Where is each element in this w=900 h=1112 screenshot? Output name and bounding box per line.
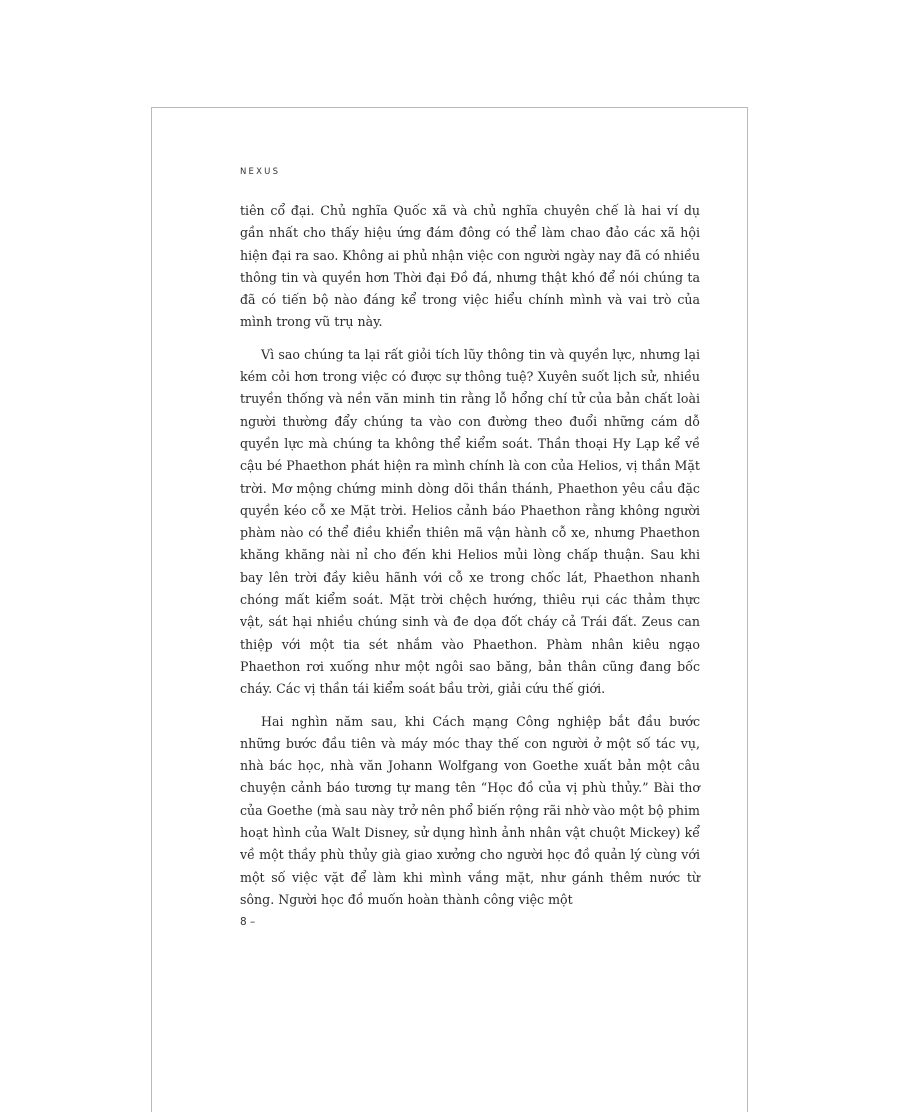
paragraph: Hai nghìn năm sau, khi Cách mạng Công nghiệp bắt đầu bước những bước đầu tiên và máy móc thay thế con người ở một số tác vụ, nhà bác học, nhà văn Johann Wolfgang von Goethe xuất bản một câu chuyện cảnh báo tương tự mang tên “Học đồ của vị phù thủy.” Bài thơ của Goethe (mà sau này trở nên phổ biến rộng rãi nhờ vào một bộ phim hoạt hình của Walt Disney, sử dụng hình ảnh nhân vật chuột Mickey) kể về một thầy phù thủy già giao xưởng cho người học đồ quản lý cùng với một số việc vặt để làm khi mình vắng mặt, như gánh thêm nước từ sông. Người học đồ muốn hoàn thành công việc một — [240, 713, 700, 907]
paragraph: Vì sao chúng ta lại rất giỏi tích lũy thông tin và quyền lực, nhưng lại kém cỏi hơn trong việc có được sự thông tuệ? Xuyên suốt lịch sử, nhiều truyền thống và nền văn minh tin rằng lỗ hổng chí tử của bản chất loài người thường đẩy chúng ta vào con đường theo đuổi những cám dỗ quyền lực mà chúng ta không thể kiểm soát. Thần thoại Hy Lạp kể về cậu bé Phaethon phát hiện ra mình chính là con của Helios, vị thần Mặt trời. Mơ mộng chứng minh dòng dõi thần thánh, Phaethon yêu cầu đặc quyền kéo cỗ xe Mặt trời. Helios cảnh báo Phaethon rằng không người phàm nào có thể điều khiển thiên mã vận hành cỗ xe, nhưng Phaethon khăng khăng nài nỉ cho đến khi Helios mủi lòng chấp thuận. Sau khi bay lên trời đầy kiêu hãnh với cỗ xe trong chốc lát, Phaethon nhanh chóng mất kiểm soát. Mặt trời chệch hướng, thiêu rụi các thảm thực vật, sát hại nhiều chúng sinh và đe dọa đốt cháy cả Trái đất. Zeus can thiệp với một tia sét nhắm vào Phaethon. Phàm nhân kiêu ngạo Phaethon rơi xuống như một ngôi sao băng, bản thân cũng đang bốc cháy. Các vị thần tái kiểm soát bầu trời, giải cứu thế giới. — [240, 346, 700, 697]
paragraph: tiên cổ đại. Chủ nghĩa Quốc xã và chủ nghĩa chuyên chế là hai ví dụ gần nhất cho thấy hiệu ứng đám đông có thể làm chao đảo các xã hội hiện đại ra sao. Không ai phủ nhận việc con người ngày nay đã có nhiều thông tin và quyền hơn Thời đại Đồ đá, nhưng thật khó để nói chúng ta đã có tiến bộ nào đáng kể trong việc hiểu chính mình và vai trò của mình trong vũ trụ này. — [240, 203, 700, 330]
page-number: 8 – — [240, 916, 256, 928]
running-head: NEXUS — [240, 167, 281, 177]
body-text — [240, 200, 700, 921]
book-page — [151, 107, 748, 1112]
